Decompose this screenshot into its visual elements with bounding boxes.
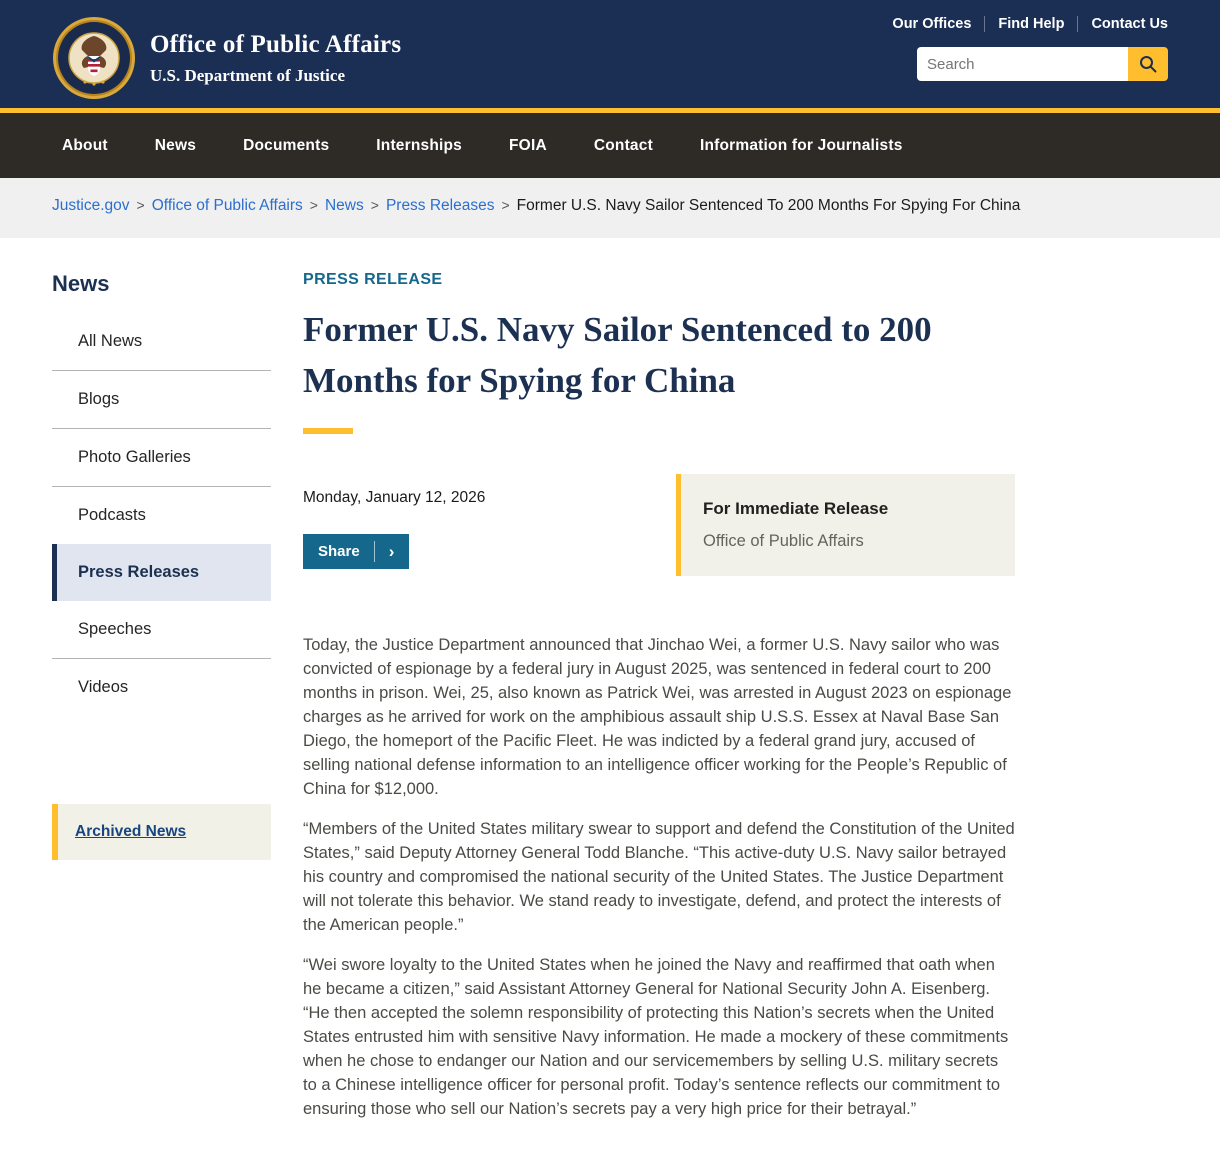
sidebar-item-photo-galleries[interactable]: Photo Galleries [52, 429, 271, 487]
doj-seal-icon [52, 16, 136, 100]
chevron-right-icon: > [501, 197, 510, 213]
utility-separator [1077, 16, 1078, 32]
publish-date: Monday, January 12, 2026 [303, 489, 486, 506]
archived-news-box [52, 804, 271, 860]
share-button-label: Share [318, 543, 360, 560]
nav-item-foia[interactable]: FOIA [509, 136, 547, 154]
utility-nav [892, 16, 1168, 32]
utility-link-our-offices[interactable]: Our Offices [892, 16, 972, 32]
article-paragraph: Today, the Justice Department announced that Jinchao Wei, a former U.S. Navy sailor who was convicted of espionage by a federal jury in August 2025, was sentenced in federal court to 200 months in prison. Wei, 25, also known as Patrick Wei, was arrested in August 2023 on espionage charges as he arrived for work on the amphibious assault ship U.S.S. Essex at Naval Base San Diego, the homeport of the Pacific Fleet. He was indicted by a federal grand jury, accused of selling national defense information to an intelligence officer working for the People’s Republic of China for $12,000. [303, 636, 1012, 798]
primary-nav [0, 113, 1220, 178]
chevron-right-icon: › [388, 542, 395, 561]
release-info-box [676, 474, 1015, 576]
sidebar-item-all-news[interactable]: All News [52, 313, 271, 371]
search-icon [1138, 54, 1158, 74]
release-office: Office of Public Affairs [703, 532, 864, 550]
breadcrumb-link-news[interactable]: News [324, 197, 364, 214]
sidebar-heading: News [52, 271, 110, 296]
department-subtitle: U.S. Department of Justice [150, 65, 345, 85]
archived-news-link[interactable]: Archived News [75, 823, 187, 840]
breadcrumb-link-justice-gov[interactable]: Justice.gov [52, 197, 130, 214]
nav-item-documents[interactable]: Documents [243, 136, 330, 154]
title-accent-rule [303, 428, 353, 434]
news-sidebar [52, 238, 271, 1137]
nav-item-about[interactable]: About [62, 136, 108, 154]
article-body [303, 633, 1015, 1121]
search-input[interactable] [917, 47, 1128, 81]
chevron-right-icon: > [309, 197, 318, 213]
article-paragraph: “Members of the United States military swear to support and defend the Constitution of the United States,” said Deputy Attorney General Todd Blanche. “This active-duty U.S. Navy sailor betrayed his country and compromised the national security of the United States. The Justice Department will not tolerate this behavior. We stand ready to investigate, defend, and protect the interests of the American people.” [303, 820, 1015, 934]
sidebar-item-speeches[interactable]: Speeches [52, 601, 271, 659]
search-box [917, 47, 1168, 81]
breadcrumb-link-office-of-public-affairs[interactable]: Office of Public Affairs [151, 197, 303, 214]
nav-item-information-for-journalists[interactable]: Information for Journalists [699, 136, 903, 154]
utility-separator [984, 16, 985, 32]
share-button[interactable] [303, 534, 409, 569]
sidebar-item-press-releases[interactable]: Press Releases [52, 544, 271, 601]
sidebar-list [52, 313, 271, 716]
office-title: Office of Public Affairs [150, 30, 402, 58]
press-release-article [303, 238, 1015, 1137]
release-type: For Immediate Release [703, 499, 889, 518]
site-header [0, 0, 1220, 113]
sidebar-item-videos[interactable]: Videos [78, 678, 129, 696]
content-type-kicker: PRESS RELEASE [303, 271, 443, 288]
sidebar-item-podcasts[interactable]: Podcasts [78, 506, 146, 524]
nav-item-contact[interactable]: Contact [593, 136, 653, 154]
breadcrumb-current: Former U.S. Navy Sailor Sentenced To 200 Months For Spying For China [516, 197, 1021, 214]
chevron-right-icon: > [370, 197, 379, 213]
sidebar-item-blogs[interactable]: Blogs [52, 371, 271, 429]
page-title: Former U.S. Navy Sailor Sentenced to 200 Months for Spying for China [303, 310, 932, 400]
utility-link-contact-us[interactable]: Contact Us [1091, 16, 1168, 32]
share-button-divider [374, 541, 375, 562]
breadcrumb-link-press-releases[interactable]: Press Releases [385, 197, 495, 214]
agency-brand [52, 0, 401, 108]
nav-item-internships[interactable]: Internships [376, 136, 463, 154]
search-button[interactable] [1128, 47, 1168, 81]
article-paragraph: “Wei swore loyalty to the United States when he joined the Navy and reaffirmed that oath when he became a citizen,” said Assistant Attorney General for National Security John A. Eisenberg. “He then accepted the solemn responsibility of protecting this Nation’s secrets when the United States entrusted him with sensitive Navy information. He made a mockery of these commitments when he chose to endanger our Nation and our servicemembers by selling U.S. military secrets to a Chinese intelligence officer for personal profit. Today’s sentence reflects our commitment to ensuring those who sell our Nation’s secrets pay a very high price for their betrayal.” [303, 956, 1009, 1118]
breadcrumb [0, 178, 1220, 238]
chevron-right-icon: > [136, 197, 145, 213]
nav-item-news[interactable]: News [154, 136, 197, 154]
utility-link-find-help[interactable]: Find Help [998, 16, 1065, 32]
